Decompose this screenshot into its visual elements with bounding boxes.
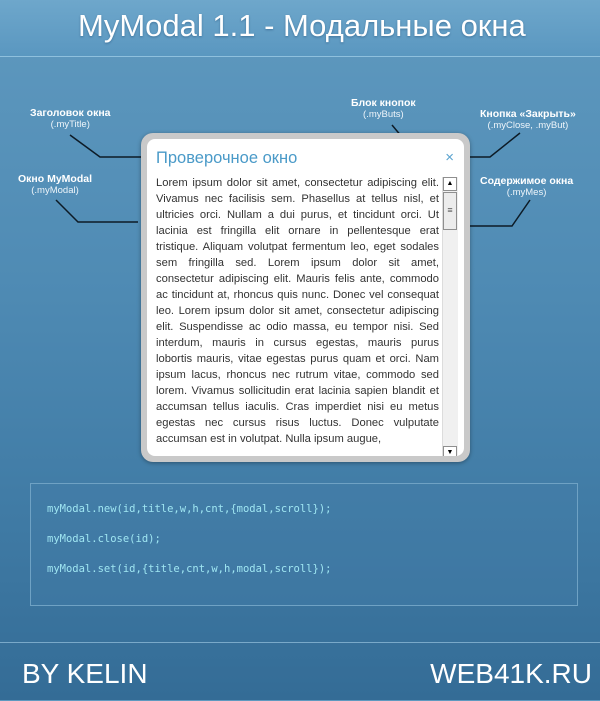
- code-line-close: myModal.close(id);: [47, 533, 161, 545]
- callout-content-selector: (.myMes): [506, 187, 547, 198]
- scroll-down-icon[interactable]: ▼: [443, 446, 457, 456]
- callout-close-selector: (.myClose, .myBut): [487, 120, 569, 131]
- callout-buttons-selector: (.myButs): [363, 109, 404, 120]
- callout-buttons-label: Блок кнопок: [351, 97, 416, 109]
- callout-window-selector: (.myModal): [31, 185, 79, 196]
- code-line-set: myModal.set(id,{title,cnt,w,h,modal,scroll});: [47, 563, 332, 575]
- close-icon[interactable]: ×: [445, 149, 454, 166]
- modal-scrollbar[interactable]: [442, 177, 458, 456]
- callout-window-label: Окно MyModal: [18, 173, 93, 185]
- footer: [0, 642, 600, 701]
- callout-title-label: Заголовок окна: [30, 107, 111, 119]
- page-title: MyModal 1.1 - Модальные окна: [78, 8, 526, 43]
- modal-window[interactable]: [141, 133, 470, 462]
- scroll-up-icon[interactable]: ▲: [443, 177, 457, 191]
- callout-close-label: Кнопка «Закрыть»: [480, 108, 576, 120]
- leader-window: [56, 200, 138, 222]
- modal-title: Проверочное окно: [156, 149, 298, 167]
- author-credit: BY KELIN: [22, 658, 148, 689]
- site-credit: WEB41K.RU: [430, 658, 592, 689]
- callout-content-label: Содержимое окна: [480, 175, 574, 187]
- callout-title-selector: (.myTitle): [50, 119, 90, 130]
- code-line-new: myModal.new(id,title,w,h,cnt,{modal,scroll});: [47, 503, 332, 515]
- scroll-thumb[interactable]: ≡: [443, 192, 457, 230]
- modal-inner: [147, 139, 464, 456]
- modal-content: Lorem ipsum dolor sit amet, consectetur adipiscing elit. Vivamus nec facilisis sem. Phasellus at tellus nisl, et ultricies orci. Nullam a dui purus, et tincidunt orci. Ut lacinia est fringilla elit ornare in pellentesque erat tristique. Aliquam volutpat fermentum leo, eget sodales sem fringilla sed. Lorem ipsum dolor sit amet, consectetur adipiscing elit. Mauris felis ante, commodo ac tincidunt at, rhoncus quis nunc. Donec vel consequat leo. Lorem ipsum dolor sit amet, consectetur adipiscing elit. Suspendisse ac odio massa, eu tempor nisi. Sed interdum, mauris in cursus egestas, mauris purus lobortis mauris, vitae egestas purus quam et orci. Nam ipsum lacus, rhoncus nec rutrum vitae, commodo sed lorem. Vivamus sollicitudin erat lacinia sapien blandit et accumsan tellus iaculis. Cras imperdiet nisi eu metus egestas nec cursus risus luctus. Donec vulputate accumsan est in volutpat. Nulla ipsum augue,: [156, 177, 439, 445]
- code-box: [30, 483, 578, 606]
